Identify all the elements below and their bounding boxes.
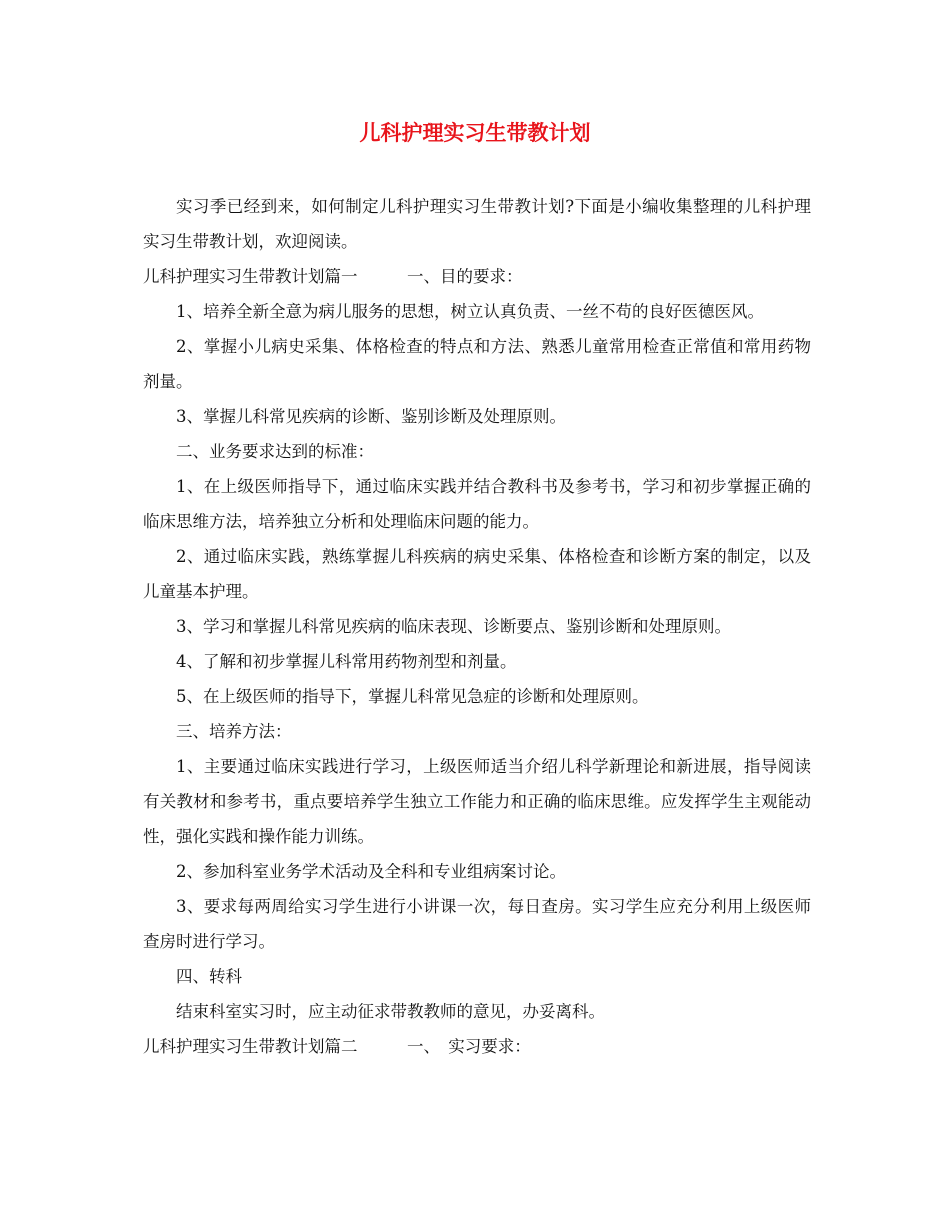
paragraph: 1、主要通过临床实践进行学习，上级医师适当介绍儿科学新理论和新进展，指导阅读有关教材和参考书，重点要培养学生独立工作能力和正确的临床思维。应发挥学生主观能动性，强化实践和操作能力训练。 — [143, 757, 811, 846]
paragraph: 1、培养全新全意为病儿服务的思想，树立认真负责、一丝不苟的良好医德医风。 — [176, 302, 764, 321]
paragraph: 1、在上级医师指导下，通过临床实践并结合教科书及参考书，学习和初步掌握正确的临床思维方法，培养独立分析和处理临床问题的能力。 — [143, 477, 811, 531]
paragraph: 3、学习和掌握儿科常见疾病的临床表现、诊断要点、鉴别诊断和处理原则。 — [176, 617, 731, 636]
intro-paragraph: 实习季已经到来，如何制定儿科护理实习生带教计划?下面是小编收集整理的儿科护理实习生带教计划，欢迎阅读。 — [143, 197, 811, 251]
section-heading: 三、培养方法： — [176, 722, 292, 741]
paragraph: 4、了解和初步掌握儿科常用药物剂型和剂量。 — [176, 652, 517, 671]
paragraph: 2、参加科室业务学术活动及全科和专业组病案讨论。 — [176, 862, 566, 881]
section-heading: 二、业务要求达到的标准： — [176, 442, 374, 461]
paragraph: 3、要求每两周给实习学生进行小讲课一次，每日查房。实习学生应充分利用上级医师查房时进行学习。 — [143, 897, 811, 951]
plan-one-heading: 儿科护理实习生带教计划篇一 一、目的要求： — [143, 267, 523, 286]
paragraph: 5、在上级医师的指导下，掌握儿科常见急症的诊断和处理原则。 — [176, 687, 649, 706]
document-title: 儿科护理实习生带教计划 — [359, 120, 591, 145]
paragraph: 2、通过临床实践，熟练掌握儿科疾病的病史采集、体格检查和诊断方案的制定，以及儿童基本护理。 — [143, 547, 811, 601]
paragraph: 2、掌握小儿病史采集、体格检查的特点和方法、熟悉儿童常用检查正常值和常用药物剂量。 — [143, 337, 811, 391]
plan-two-heading: 儿科护理实习生带教计划篇二 一、 实习要求： — [143, 1037, 531, 1056]
paragraph: 3、掌握儿科常见疾病的诊断、鉴别诊断及处理原则。 — [176, 407, 566, 426]
section-heading: 四、转科 — [176, 967, 242, 986]
document-body — [143, 189, 811, 1064]
paragraph: 结束科室实习时，应主动征求带教教师的意见，办妥离科。 — [176, 1002, 605, 1021]
